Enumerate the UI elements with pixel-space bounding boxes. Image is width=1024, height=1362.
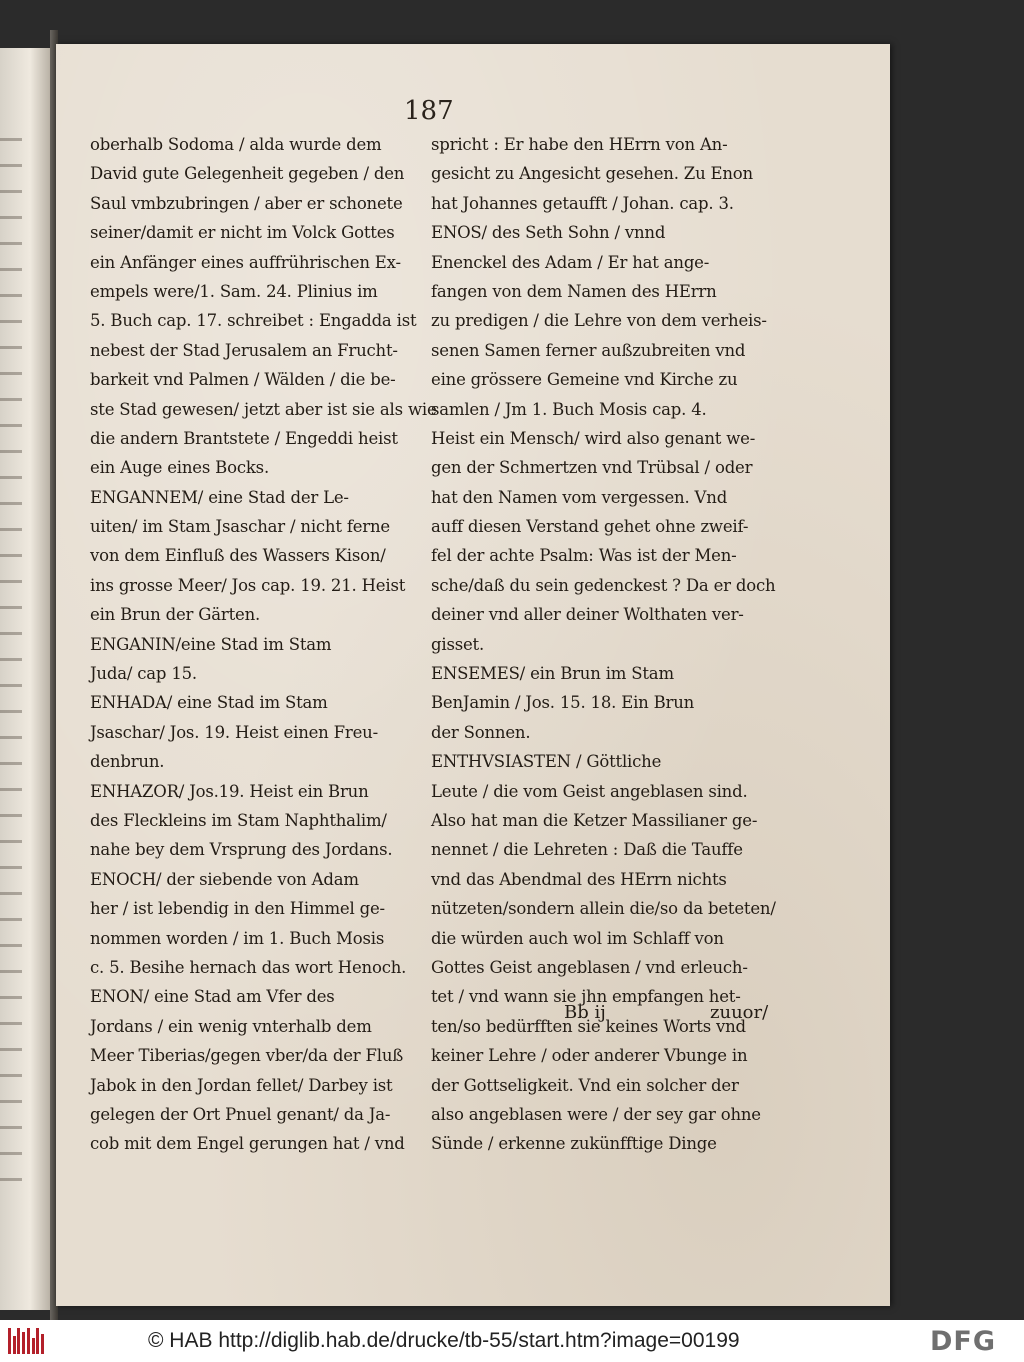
copyright-link[interactable]: © HAB http://diglib.hab.de/drucke/tb-55/start.htm?image=00199 xyxy=(148,1329,740,1352)
text-line: 5. Buch cap. 17. schreibet : Engadda ist xyxy=(90,311,417,331)
text-line: ten/so bedürfften sie keines Worts vnd xyxy=(431,1016,746,1036)
text-line: David gute Gelegenheit gegeben / den xyxy=(90,164,405,184)
text-line: der Sonnen. xyxy=(431,722,531,742)
text-line: ENON/ eine Stad am Vfer des xyxy=(90,987,335,1007)
text-line: fangen von dem Namen des HErrn xyxy=(431,281,717,301)
text-line: zu predigen / die Lehre von dem verheis- xyxy=(431,311,767,331)
text-line: Saul vmbzubringen / aber er schonete xyxy=(90,193,403,213)
text-line: deiner vnd aller deiner Wolthaten ver- xyxy=(431,605,744,625)
text-line: ste Stad gewesen/ jetzt aber ist sie als wie xyxy=(90,399,437,419)
text-line: Leute / die vom Geist angeblasen sind. xyxy=(431,781,748,801)
signature-mark: Bb ij xyxy=(564,1002,606,1023)
text-line: ENTHVSIASTEN / Göttliche xyxy=(431,752,662,772)
text-line: nebest der Stad Jerusalem an Frucht- xyxy=(90,340,398,360)
text-line: nommen worden / im 1. Buch Mosis xyxy=(90,928,385,948)
scanned-page xyxy=(56,44,890,1306)
text-line: gen der Schmertzen vnd Trübsal / oder xyxy=(431,458,753,478)
text-line: gelegen der Ort Pnuel genant/ da Ja- xyxy=(90,1104,391,1124)
text-line: die würden auch wol im Schlaff von xyxy=(431,928,724,948)
text-line: oberhalb Sodoma / alda wurde dem xyxy=(90,135,382,154)
bleed-through xyxy=(0,138,22,1188)
text-line: hat den Namen vom vergessen. Vnd xyxy=(431,487,728,507)
dfg-logo: DFG xyxy=(930,1326,997,1357)
text-line: fel der achte Psalm: Was ist der Men- xyxy=(431,546,737,566)
catchword: zuuor/ xyxy=(710,1002,769,1023)
text-line: samlen / Jm 1. Buch Mosis cap. 4. xyxy=(431,399,707,419)
attribution-bar xyxy=(0,1320,1024,1362)
text-line: her / ist lebendig in den Himmel ge- xyxy=(90,899,385,919)
text-line: sche/daß du sein gedenckest ? Da er doch xyxy=(431,575,776,595)
text-line: ENOS/ des Seth Sohn / vnnd xyxy=(431,223,666,243)
text-line: senen Samen ferner außzubreiten vnd xyxy=(431,340,746,360)
text-line: seiner/damit er nicht im Volck Gottes xyxy=(90,223,395,243)
text-line: ENHAZOR/ Jos.19. Heist ein Brun xyxy=(90,781,369,801)
text-line: also angeblasen were / der sey gar ohne xyxy=(431,1104,761,1124)
text-line: ENGANNEM/ eine Stad der Le- xyxy=(90,487,349,507)
text-line: eine grössere Gemeine vnd Kirche zu xyxy=(431,370,738,390)
text-line: denbrun. xyxy=(90,752,165,772)
text-line: tet / vnd wann sie jhn empfangen het- xyxy=(431,987,741,1007)
text-line: auff diesen Verstand gehet ohne zweif- xyxy=(431,517,749,537)
text-line: c. 5. Besihe hernach das wort Henoch. xyxy=(90,957,407,977)
text-line: ENHADA/ eine Stad im Stam xyxy=(90,693,328,713)
text-line: barkeit vnd Palmen / Wälden / die be- xyxy=(90,370,396,390)
text-line: Jordans / ein wenig vnterhalb dem xyxy=(90,1016,372,1036)
hab-barcode-icon xyxy=(8,1328,48,1354)
text-line: ENSEMES/ ein Brun im Stam xyxy=(431,664,674,684)
text-line: Also hat man die Ketzer Massilianer ge- xyxy=(431,810,758,830)
text-line: Jabok in den Jordan fellet/ Darbey ist xyxy=(90,1075,393,1095)
text-line: gisset. xyxy=(431,634,485,654)
text-line: Meer Tiberias/gegen vber/da der Fluß xyxy=(90,1046,404,1066)
text-line: ENOCH/ der siebende von Adam xyxy=(90,869,359,889)
text-line: Jsaschar/ Jos. 19. Heist einen Freu- xyxy=(90,722,378,742)
text-line: der Gottseligkeit. Vnd ein solcher der xyxy=(431,1075,739,1095)
text-line: Sünde / erkenne zukünfftige Dinge xyxy=(431,1134,717,1154)
left-text-column xyxy=(90,130,437,1159)
text-line: Heist ein Mensch/ wird also genant we- xyxy=(431,428,756,448)
text-line: nahe bey dem Vrsprung des Jordans. xyxy=(90,840,393,860)
facing-page-edge xyxy=(0,48,50,1310)
page-number: 187 xyxy=(404,96,454,126)
text-line: von dem Einfluß des Wassers Kison/ xyxy=(90,546,386,566)
text-line: ein Anfänger eines auffrührischen Ex- xyxy=(90,252,401,272)
text-line: vnd das Abendmal des HErrn nichts xyxy=(431,869,727,889)
text-line: cob mit dem Engel gerungen hat / vnd xyxy=(90,1134,405,1154)
text-line: empels were/1. Sam. 24. Plinius im xyxy=(90,281,378,301)
text-line: hat Johannes getaufft / Johan. cap. 3. xyxy=(431,193,734,213)
text-line: des Fleckleins im Stam Naphthalim/ xyxy=(90,810,387,830)
text-line: spricht : Er habe den HErrn von An- xyxy=(431,135,728,154)
text-line: Juda/ cap 15. xyxy=(90,664,197,684)
text-line: nützeten/sondern allein die/so da beteten/ xyxy=(431,899,776,919)
text-line: ein Auge eines Bocks. xyxy=(90,458,269,478)
text-line: gesicht zu Angesicht gesehen. Zu Enon xyxy=(431,164,753,184)
text-line: ein Brun der Gärten. xyxy=(90,605,261,625)
text-line: ins grosse Meer/ Jos cap. 19. 21. Heist xyxy=(90,575,406,595)
text-line: Gottes Geist angeblasen / vnd erleuch- xyxy=(431,957,748,977)
text-line: Enenckel des Adam / Er hat ange- xyxy=(431,252,710,272)
text-line: BenJamin / Jos. 15. 18. Ein Brun xyxy=(431,693,695,713)
text-line: uiten/ im Stam Jsaschar / nicht ferne xyxy=(90,517,390,537)
text-line: ENGANIN/eine Stad im Stam xyxy=(90,634,332,654)
text-line: keiner Lehre / oder anderer Vbunge in xyxy=(431,1046,748,1066)
text-line: die andern Brantstete / Engeddi heist xyxy=(90,428,398,448)
text-line: nennet / die Lehreten : Daß die Tauffe xyxy=(431,840,743,860)
